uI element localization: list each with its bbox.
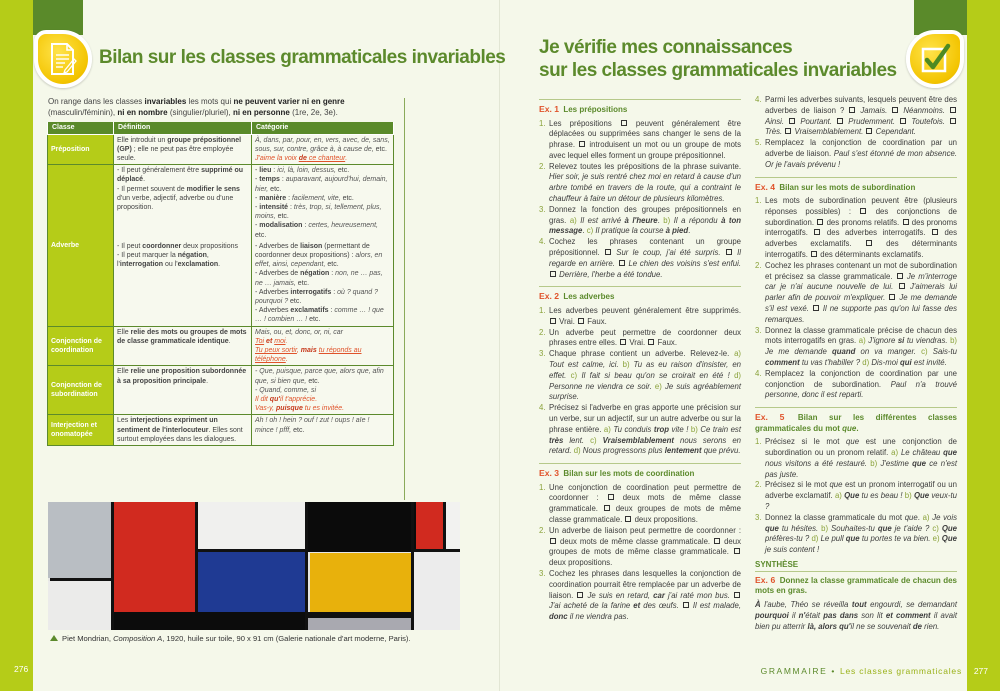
question-item: 1. Les prépositions peuvent généralement être déplacées ou supprimées sans changer le sens de la phrase. introduisent un mot ou un groupe de mots avec lequel elles forment un groupe prépositionnel. [539,118,741,160]
definition-cell: Les interjections expriment un sentiment de l'interlocuteur. Elles sont surtout employées dans les dialogues. [114,415,252,446]
page-title-right: Je vérifie mes connaissances sur les classes grammaticales invariables [539,37,897,81]
option-label: des pronoms relatifs. [826,217,900,227]
question-item: 1. Précisez si le mot que est une conjonction de subordination ou un pronom relatif. a) Le château que nous visitons a été restauré. b) J'estime que ce n'est pas juste. [755,437,958,479]
checkbox[interactable] [550,318,556,324]
checkbox[interactable] [550,271,556,277]
question-item: 1. Les adverbes peuvent généralement être supprimés. Vrai. Faux. [539,305,741,326]
table-row-interjection [48,415,394,446]
option-label: des conjonctions de subordination. [765,206,957,227]
adverb-category-line: - Adverbes de liaison (permettant de coordonner deux propositions) : alors, en effet, ainsi, cependant, etc. [255,242,383,269]
question-item: 2. Précisez si le mot que est un pronom interrogatif ou un adverbe exclamatif. a) Que tu es beau ! b) Que veux-tu ? [755,480,957,511]
exercise-2-continued [755,95,957,171]
checkbox[interactable] [813,305,819,311]
question-item: 1. Une conjonction de coordination peut permettre de coordonner : deux mots de même classe grammaticale. deux groupes de mots de même classe grammaticale. deux propositions. [539,482,742,524]
category-cell [252,241,394,326]
exercise-column-right [755,95,957,632]
exercise-column-left [539,97,741,623]
exercise-heading: Ex. 5 Bilan sur les différentes classes grammaticales du mot que. [755,412,957,433]
checkbox[interactable] [619,260,625,266]
checkbox-checkmark-icon [906,30,964,88]
option-label: Ainsi. [765,116,785,126]
category-cell [252,165,394,241]
question-item: 3. Donnez la classe grammaticale précise de chacun des mots interrogatifs en gras. a) J'ignore si tu viendras. b) Je me demande quand on va manger. c) Sais-tu comment tu vas t'habiller ? d) Dis-moi qui est invité. [755,325,958,368]
exercise-4-questions [755,196,957,401]
question-item: 3. Donnez la classe grammaticale du mot que. a) Je vois que tu hésites. b) Souhaites-tu que je t'aide ? c) Que préfères-tu ? d) Le pull que tu portes te va bien. e) Que je suis content ! [755,512,958,555]
question-item: 2. Un adverbe peut permettre de coordonner deux phrases entre elles. Vrai. Faux. [539,327,741,348]
checkbox[interactable] [726,249,732,255]
option-label: des adverbes exclamatifs. [765,228,958,249]
checkbox[interactable] [604,505,610,511]
question-item: 4. Cochez les phrases contenant un groupe prépositionnel. Sur le coup, j'ai été surpris. Il regarde en arrière. Le chien des voisins s'est enfui. Derrière, l'herbe a été tondue. [539,237,741,279]
option-label: Néanmoins. [903,105,945,115]
question-item: 2. Cochez les phrases contenant un mot de subordination et précisez sa classe grammaticale. Je m'interroge car je n'ai aucune nouvelle de lui. J'aimerais lui parler afin de pouvoir m'expliquer. Je me demande s'il est vexé. Il ne supporte pas qu'on lui fasse des remarques. [755,260,958,324]
adverb-category-line: - lieu : ici, là, loin, dessus, etc. [255,167,350,175]
adverb-category-line: - modalisation : certes, heureusement, etc. [255,222,378,239]
exercise-heading: Ex. 4 Bilan sur les mots de subordination [755,181,916,192]
question-item: 4. Parmi les adverbes suivants, lesquels peuvent être des adverbes de liaison ? Jamais. Néanmoins. Ainsi. Pourtant. Prudemment. Toutefois. Très. Vraisemblablement. Cependant. [755,95,957,137]
checkbox[interactable] [579,141,585,147]
running-footer: GRAMMAIRE • Les classes grammaticales [760,666,962,676]
mondrian-painting-image [48,502,460,630]
class-cell: Conjonction de subordination [48,366,114,415]
checkbox[interactable] [648,339,654,345]
checkbox[interactable] [950,118,956,124]
checkbox[interactable] [605,249,611,255]
checkbox[interactable] [900,118,906,124]
question-item: 4. Remplacez la conjonction de coordination par une conjonction de subordination. Paul n'a trouvé personne, donc il est reparti. [755,368,957,400]
checkbox[interactable] [899,283,905,289]
page-number-left: 276 [14,664,29,674]
option-label: des déterminants interrogatifs. [765,239,957,260]
category-cell: Mais, ou, et, donc, or, ni, car Toi et moi. Tu peux sortir, mais tu réponds au téléphone. [252,326,394,366]
exercise-heading: Ex. 3 Bilan sur les mots de coordination [539,468,695,479]
adverb-category-line: - manière : facilement, vite, etc. [255,194,354,202]
exercise-1-questions [539,119,741,281]
question-item: 3. Cochez les phrases dans lesquelles la conjonction de coordination pourrait être remplacée par un adverbe de liaison. Je suis en retard, car j'ai raté mon bus. J'ai acheté de la farine et des œufs. Il est malade, donc il ne viendra pas. [539,568,741,622]
option-label: Vraisemblablement. [794,127,864,137]
checkbox[interactable] [860,208,866,214]
left-page-margin-band [0,0,33,691]
checkbox[interactable] [550,538,556,544]
table-header: Classe [48,122,114,134]
section-divider [539,463,741,464]
checkbox[interactable] [578,318,584,324]
exercise-5-questions [755,437,957,556]
intro-paragraph: On range dans les classes invariables les mots qui ne peuvent varier ni en genre (masculin/féminin), ni en nombre (singulier/pluriel), ni en personne (1re, 2e, 3e). [48,97,345,117]
definition-cell: - Il peut généralement être supprimé ou déplacé. - Il permet souvent de modifier le sens d'un verbe, adjectif, adverbe ou d'une proposition. [114,165,252,241]
right-page-margin-band [967,0,1000,691]
page-number-right: 277 [973,666,988,676]
example-sentence: J'aime la voix de ce chanteur. [255,154,348,162]
grammar-classes-table [47,122,394,446]
option-label: Il ne supporte pas qu'on lui fasse des remarques. [765,304,957,324]
checkbox[interactable] [932,229,938,235]
option-label: Je me demande s'il est vexé. [765,293,958,314]
category-cell: Ah ! oh ! hein ? ouf ! zut ! oups ! aïe ! mince ! pfff, etc. [252,415,394,446]
checkbox[interactable] [950,107,956,113]
question-item: 2. Un adverbe de liaison peut permettre de coordonner : deux mots de même classe grammaticale. deux groupes de mots de même classe grammaticale. deux propositions. [539,525,741,568]
example-sentence: Tu peux sortir, mais tu réponds au téléphone. [255,346,362,364]
checkbox[interactable] [814,229,820,235]
document-pencil-icon [34,30,92,88]
option-label: Très. [765,127,783,137]
category-cell: - Que, puisque, parce que, alors que, afin que, si bien que, etc. - Quand, comme, si Il dit qu'il t'apprécie. Vas-y, puisque tu es invitée. [252,366,394,415]
table-row-subordination [48,366,394,415]
table-header-row [48,122,394,134]
class-cell: Adverbe [48,165,114,326]
checkbox[interactable] [577,592,583,598]
table-row-adverbe-a [48,165,394,241]
question-item: 5. Remplacez la conjonction de coordination par un adverbe de liaison. Paul s'est étonné de mon absence. Or je l'avais prévenu ! [755,138,958,169]
option-label: Cependant. [875,127,916,137]
question-item: 2. Relevez toutes les prépositions de la phrase suivante. Hier soir, je suis rentré chez moi en retard à cause d'un arbre tombé en travers de la route, qui a contraint le chauffeur à faire un détour de plusieurs kilomètres. [539,161,741,204]
class-cell: Préposition [48,134,114,165]
section-divider [755,407,957,408]
checkbox[interactable] [734,592,740,598]
checkbox[interactable] [837,118,843,124]
option-label: Jamais. [860,105,888,115]
example-sentence: Toi et moi. [255,337,288,345]
table-row-coordination [48,326,394,366]
checkbox[interactable] [849,107,855,113]
option-label: des déterminants exclamatifs. [820,250,924,260]
definition-cell: Elle relie une proposition subordonnée à sa proposition principale. [114,366,252,415]
checkbox[interactable] [866,240,872,246]
checkbox[interactable] [903,219,909,225]
option-label: Toutefois. [911,116,945,126]
exercise-2-questions [539,306,741,457]
exercise-3-questions [539,483,741,623]
checkbox[interactable] [621,120,627,126]
option-label: Pourtant. [800,116,832,126]
painting-caption: Piet Mondrian, Composition A, 1920, huile sur toile, 90 x 91 cm (Galerie nationale d'art moderne, Paris). [50,634,411,643]
definition-cell: - Il peut coordonner deux propositions - Il peut marquer la négation, l'interrogation ou l'exclamation. [114,241,252,326]
class-cell: Conjonction de coordination [48,326,114,366]
class-cell: Interjection et onomatopée [48,415,114,446]
section-divider [539,99,741,100]
triangle-marker-icon [50,635,58,641]
page-title-left: Bilan sur les classes grammaticales invariables [99,47,506,68]
exercise-heading: Ex. 2 Les adverbes [539,291,615,302]
table-header: Catégorie [252,122,394,134]
option-label: J'aimerais lui parler afin de pouvoir m'expliquer. [765,282,957,303]
question-item: 3. Chaque phrase contient un adverbe. Relevez-le. a) Tout est calme, ici. b) Tu as eu raison d'insister, en effet. c) Il fait si beau qu'on se croirait en été ! d) Personne ne viendra ce soir. e) Je suis agréablement surprise. [539,349,741,402]
checkbox[interactable] [785,128,791,134]
section-divider [539,286,741,287]
option-label: des pronoms interrogatifs. [765,217,957,238]
checkbox[interactable] [683,602,689,608]
checkbox[interactable] [811,251,817,257]
checkbox[interactable] [608,494,614,500]
question-item: 4. Précisez si l'adverbe en gras apporte une précision sur un verbe, sur un adjectif, sur un autre adverbe ou sur la phrase entière. a) Tu conduis trop vite ! b) Ce train est très lent. c) Vraisemblablement nous serons en retard. d) Nous progressons plus lentement que prévu. [539,403,741,456]
exercise-heading: Ex. 1 Les prépositions [539,104,628,114]
book-gutter [499,0,500,691]
section-divider [755,177,957,178]
category-cell: À, dans, par, pour, en, vers, avec, de, sans, sous, sur, contre, grâce à, à cause de, etc. J'aime la voix de ce chanteur. [252,134,394,165]
definition-cell: Elle introduit un groupe prépositionnel (GP) ; elle ne peut pas être employée seule. [114,134,252,165]
adverb-category-line: - Adverbes interrogatifs : où ? quand ? pourquoi ? etc. [255,288,378,305]
option-label: Je m'interroge car je n'ai aucune nouvelle de lui. [765,271,957,292]
checkbox[interactable] [625,516,631,522]
option-label: des adverbes interrogatifs. [826,228,926,238]
checkbox[interactable] [714,538,720,544]
exercise-heading: Ex. 6 Donnez la classe grammaticale de chacun des mots en gras. [755,574,957,596]
question-item: 3. Donnez la fonction des groupes prépositionnels en gras. a) Il est arrivé à l'heure. b) Il a répondu à ton message. c) Il pratique la course à pied. [539,204,742,236]
checkbox[interactable] [620,339,626,345]
question-item: 1. Les mots de subordination peuvent être (plusieurs réponses possibles) : des conjonctions de subordination. des pronoms relatifs. des pronoms interrogatifs. des adverbes interrogatifs. des adverbes exclamatifs. des déterminants interrogatifs. des déterminants exclamatifs. [755,196,958,260]
example-sentence: Il dit qu'il t'apprécie. [255,395,318,403]
definition-cell: Elle relie des mots ou groupes de mots de classe grammaticale identique. [114,326,252,366]
exercise-6-text: À l'aube, Théo se réveilla tout engourdi, se demandant pourquoi il n'était pas dans son lit et comment il avait bien pu atterrir là, alors qu'il ne se souvenait de rien. [755,599,957,631]
adverb-category-line: - Adverbes exclamatifs : comme … ! que … ! combien … ! etc. [255,307,384,324]
table-row-preposition [48,134,394,165]
adverb-category-line: - Adverbes de négation : non, ne … pas, ne … jamais, etc. [255,270,383,287]
synthese-heading: SYNTHÈSE [755,560,957,572]
column-divider [404,98,405,500]
option-label: Prudemment. [848,116,896,126]
adverb-category-line: - temps : auparavant, aujourd'hui, demain, hier, etc. [255,176,388,193]
checkbox[interactable] [817,219,823,225]
example-sentence: Vas-y, puisque tu es invitée. [255,405,345,413]
checkbox[interactable] [897,273,903,279]
checkbox[interactable] [734,548,740,554]
adverb-category-line: - intensité : très, trop, si, tellement, plus, moins, etc. [255,203,382,221]
checkbox[interactable] [866,128,872,134]
checkbox[interactable] [892,107,898,113]
table-header: Définition [114,122,252,134]
checkbox[interactable] [789,118,795,124]
checkbox[interactable] [889,294,895,300]
